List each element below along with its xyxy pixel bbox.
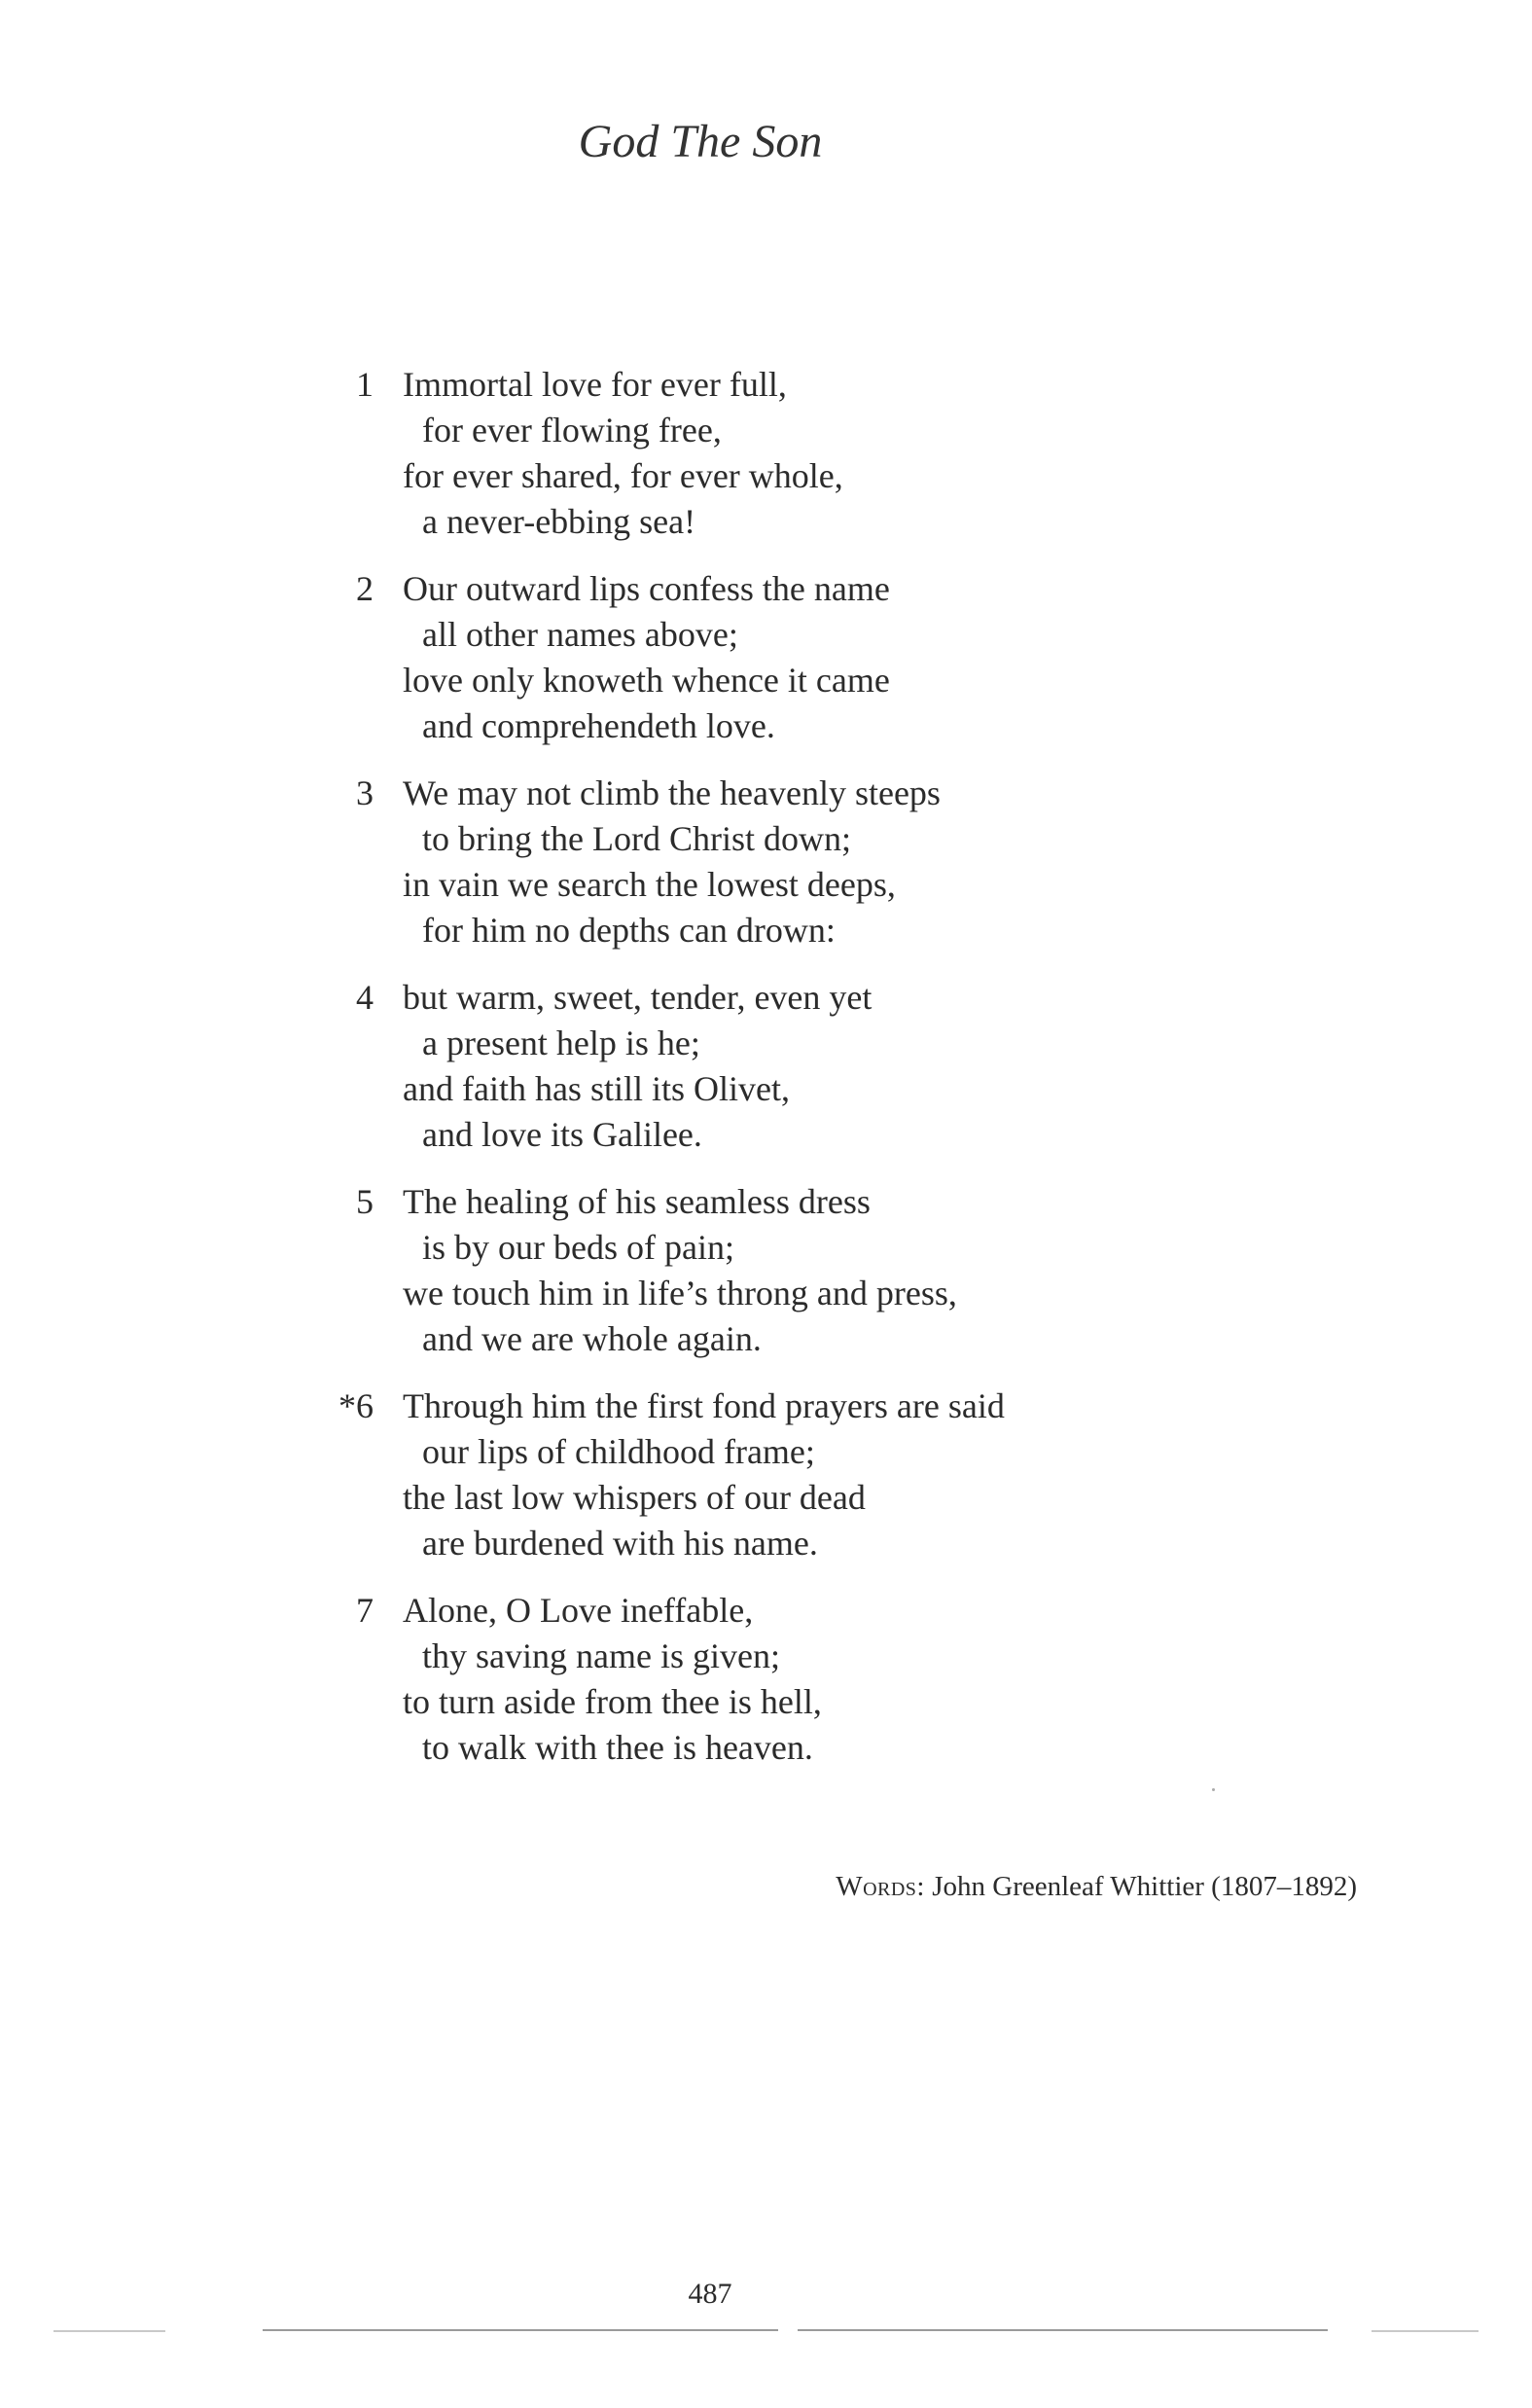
verse-line: for ever flowing free, (422, 411, 722, 449)
verse-line: Alone, O Love ineffable, (403, 1591, 754, 1630)
verse-line: is by our beds of pain; (422, 1228, 734, 1267)
verse-number: 2 (356, 569, 374, 608)
page-title: God The Son (578, 116, 823, 167)
verse-line: Immortal love for ever full, (403, 365, 787, 404)
verse-lines (403, 362, 843, 545)
attribution-text: John Greenleaf Whittier (1807–1892) (932, 1871, 1357, 1902)
verse-line: love only knoweth whence it came (403, 661, 890, 700)
verse-line: We may not climb the heavenly steeps (403, 773, 941, 812)
verse-5 (292, 1179, 1167, 1362)
verse-3 (292, 771, 1167, 953)
verse-number: 4 (356, 978, 374, 1017)
verse-line: the last low whispers of our dead (403, 1478, 866, 1517)
attribution-label: Words: (836, 1871, 925, 1902)
verse-line: and faith has still its Olivet, (403, 1069, 790, 1108)
verse-line: and comprehendeth love. (422, 706, 775, 745)
verse-line: for him no depths can drown: (422, 911, 836, 950)
verse-lines (403, 1588, 822, 1771)
verse-line: Through him the first fond prayers are said (403, 1386, 1005, 1425)
verse-line: are burdened with his name. (422, 1524, 818, 1563)
verse-line: a never-ebbing sea! (422, 502, 696, 541)
verse-line: thy saving name is given; (422, 1636, 780, 1675)
verse-7 (292, 1588, 1167, 1771)
verse-line: to turn aside from thee is hell, (403, 1682, 822, 1721)
verse-number: 1 (356, 365, 374, 404)
verse-line: to bring the Lord Christ down; (422, 819, 851, 858)
verse-lines (403, 1384, 1005, 1566)
attribution (836, 1871, 1357, 1903)
verse-lines (403, 1179, 957, 1362)
verse-line: Our outward lips confess the name (403, 569, 890, 608)
verse-line: for ever shared, for ever whole, (403, 456, 843, 495)
scan-speck (1212, 1788, 1215, 1791)
verse-line: in vain we search the lowest deeps, (403, 865, 896, 904)
verse-6 (292, 1384, 1167, 1566)
verse-line: to walk with thee is heaven. (422, 1728, 813, 1767)
verse-line: but warm, sweet, tender, even yet (403, 978, 873, 1017)
verse-1 (292, 362, 1167, 545)
verse-4 (292, 975, 1167, 1158)
verse-number: 5 (356, 1182, 374, 1221)
bottom-rule-left (53, 2330, 165, 2332)
verse-line: all other names above; (422, 615, 738, 654)
verse-lines (403, 975, 872, 1158)
verse-line: our lips of childhood frame; (422, 1432, 815, 1471)
verse-number: 7 (356, 1591, 374, 1630)
hymn-verses (292, 362, 1167, 1792)
bottom-rule-center-right (798, 2329, 1328, 2331)
verse-line: we touch him in life’s throng and press, (403, 1274, 957, 1312)
page-number: 487 (688, 2278, 732, 2310)
verse-number: 3 (356, 773, 374, 812)
verse-line: The healing of his seamless dress (403, 1182, 871, 1221)
verse-lines (403, 771, 941, 953)
bottom-rule-center-left (263, 2329, 778, 2331)
verse-number: *6 (338, 1386, 374, 1425)
verse-line: and love its Galilee. (422, 1115, 702, 1154)
bottom-rule-right (1372, 2330, 1479, 2332)
verse-line: a present help is he; (422, 1024, 700, 1062)
verse-lines (403, 566, 890, 749)
verse-2 (292, 566, 1167, 749)
verse-line: and we are whole again. (422, 1319, 762, 1358)
